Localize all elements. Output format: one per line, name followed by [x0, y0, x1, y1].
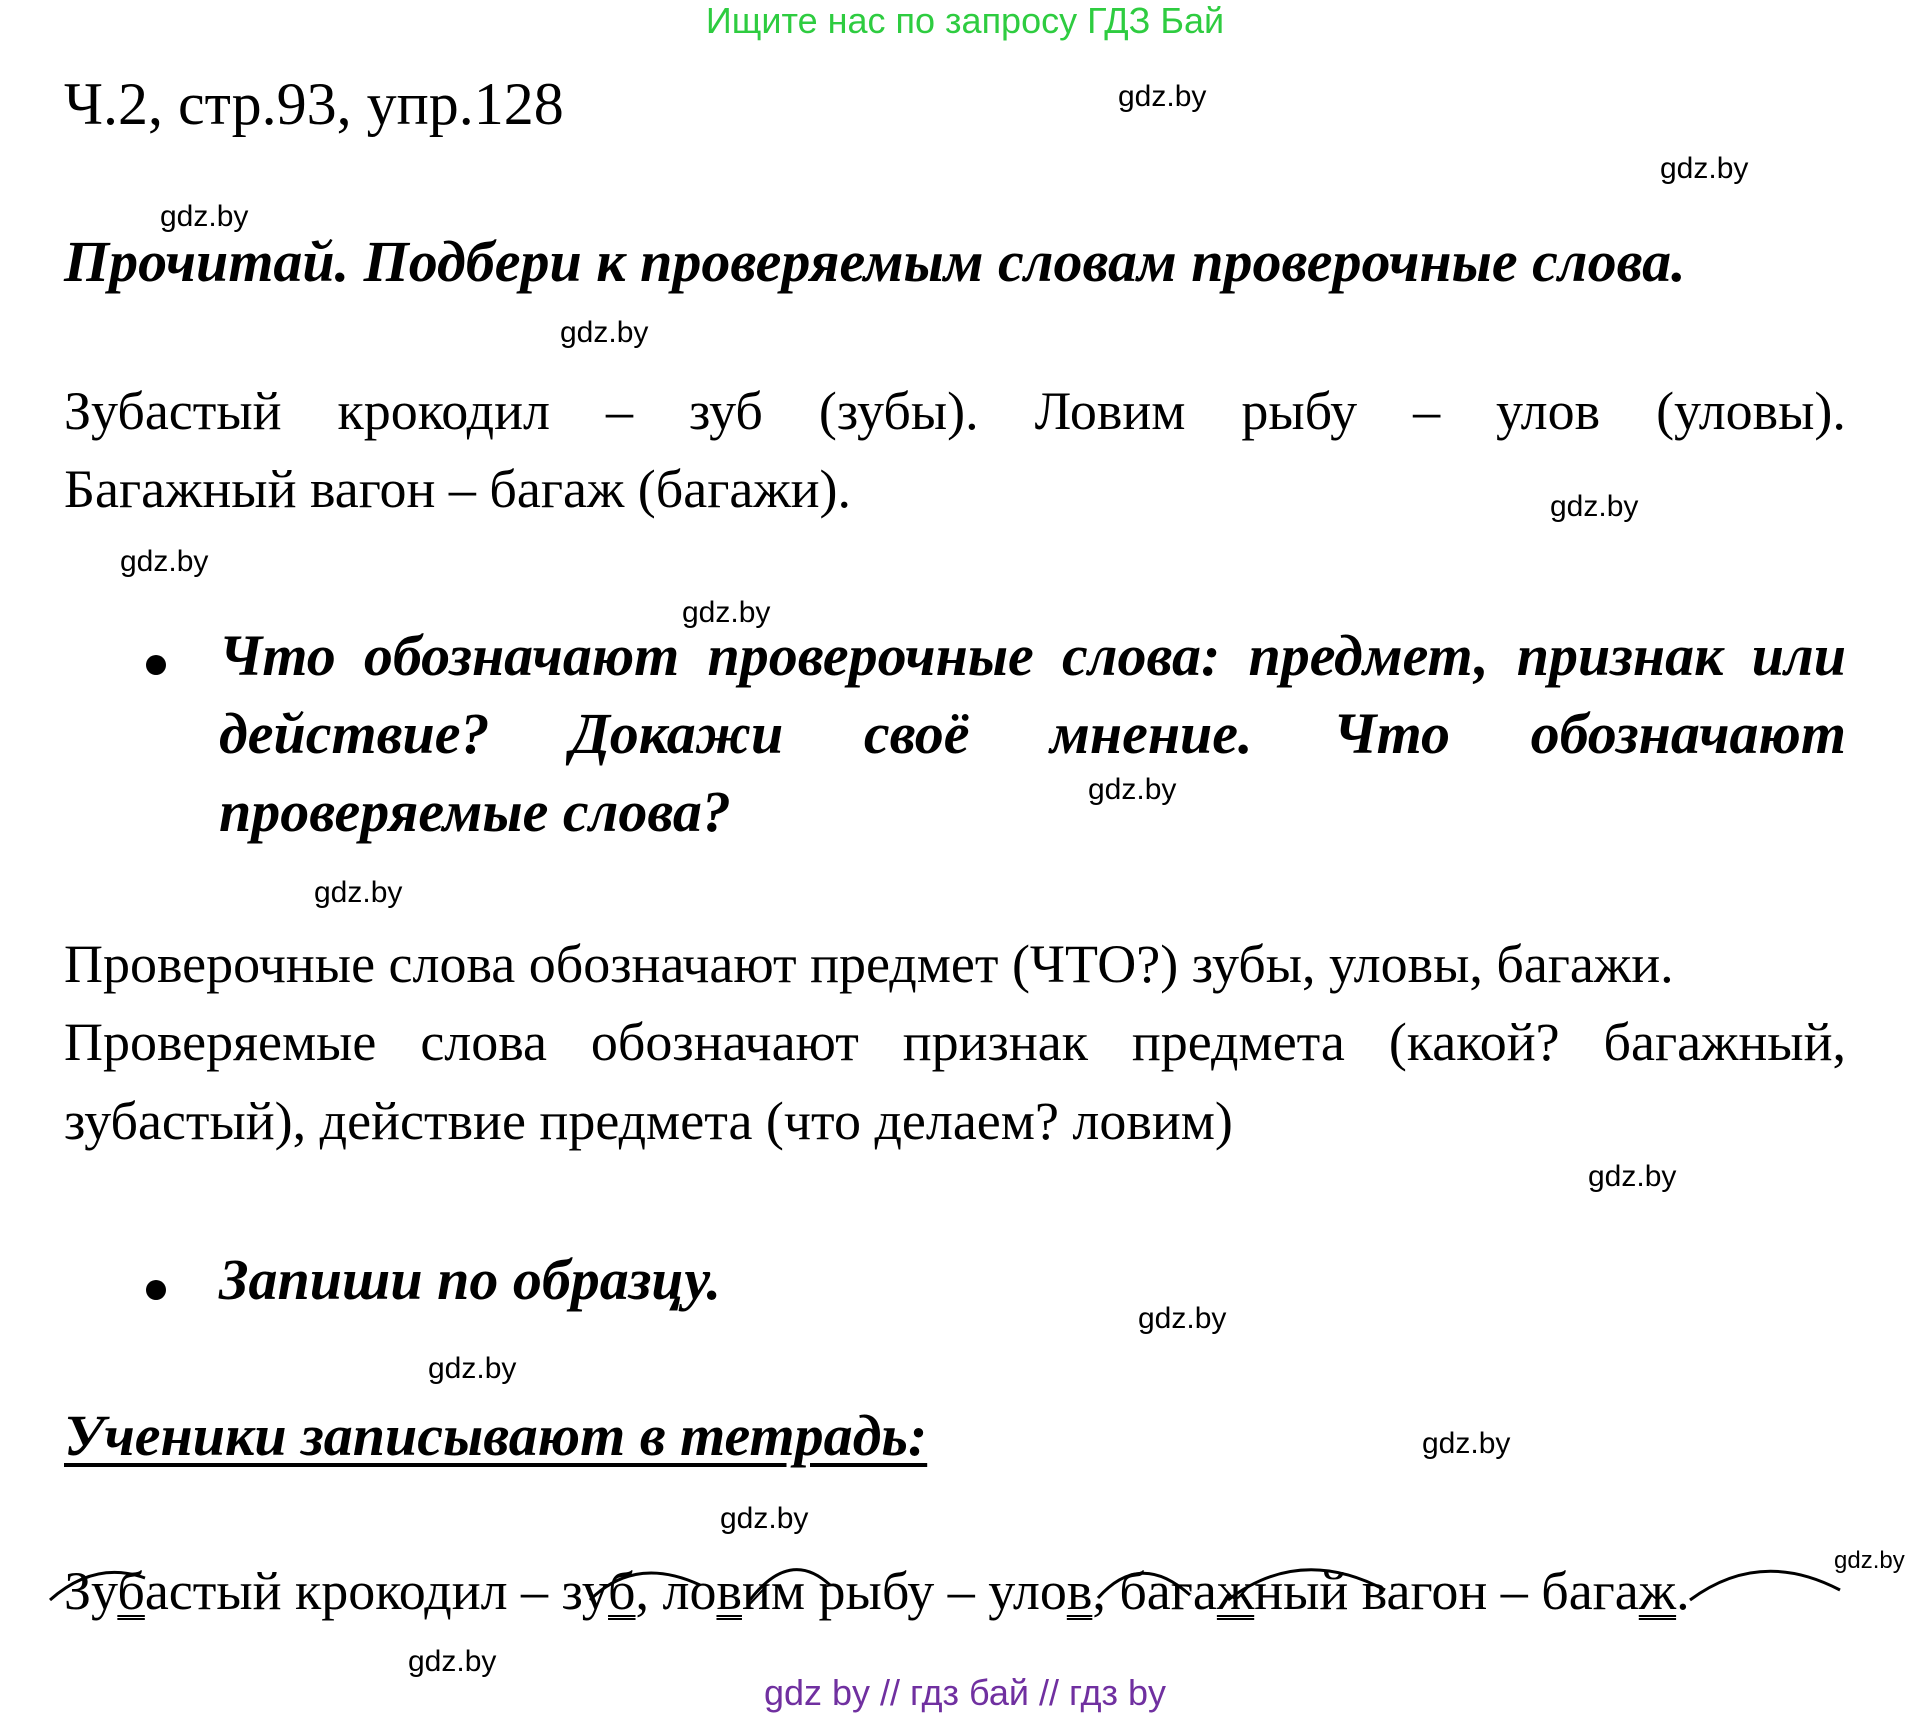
word: проверочные: [707, 623, 1034, 688]
word: Проверяемые: [64, 1012, 377, 1072]
question-line-2: [219, 700, 1846, 767]
sample-part: астый крокодил – зу: [144, 1561, 609, 1621]
word: обозначают: [1530, 701, 1846, 766]
word: предмета: [1131, 1012, 1345, 1072]
task-instruction: Прочитай. Подбери к проверяемым словам проверочные слова.: [64, 229, 1686, 294]
watermark: gdz.by: [1660, 152, 1749, 185]
word: (уловы).: [1656, 381, 1846, 441]
word: багажный,: [1603, 1012, 1846, 1072]
word: –: [605, 381, 633, 441]
watermark: gdz.by: [160, 200, 249, 233]
checked-letter: б: [608, 1561, 636, 1621]
checked-letter: ж: [1638, 1561, 1677, 1621]
notebook-heading: Ученики записывают в тетрадь:: [64, 1403, 928, 1468]
word: действие?: [219, 701, 490, 766]
word: признак: [902, 1012, 1088, 1072]
word: (зубы).: [818, 381, 979, 441]
watermark: gdz.by: [314, 876, 403, 909]
word: слова: [420, 1012, 547, 1072]
answer-line-3: зубастый), действие предмета (что делаем? ловим): [64, 1091, 1233, 1151]
checked-letter: ж: [1216, 1561, 1255, 1621]
word: Ловим: [1034, 381, 1186, 441]
watermark: gdz.by: [1088, 773, 1177, 806]
word: мнение.: [1050, 701, 1253, 766]
word: обозначают: [590, 1012, 859, 1072]
watermark: gdz.by: [1138, 1302, 1227, 1335]
watermark: gdz.by: [1422, 1427, 1511, 1460]
sample-part: им рыбу – уло: [741, 1561, 1067, 1621]
answer-line-1: Проверочные слова обозначают предмет (ЧТО?) зубы, уловы, багажи.: [64, 934, 1674, 994]
question-line-1: [219, 622, 1846, 689]
word: Что: [1333, 701, 1450, 766]
watermark: gdz.by: [1588, 1160, 1677, 1193]
watermark: gdz.by: [408, 1645, 497, 1678]
word: слова:: [1061, 623, 1221, 688]
word: зуб: [688, 381, 763, 441]
sample-answer: [64, 1560, 1690, 1622]
word: –: [1413, 381, 1441, 441]
sample-part: , ло: [635, 1561, 717, 1621]
text-line-1: [64, 380, 1846, 442]
top-banner: Ищите нас по запросу ГДЗ Бай: [705, 0, 1225, 41]
sample-part: Зу: [64, 1561, 118, 1621]
watermark: gdz.by: [120, 545, 209, 578]
watermark: gdz.by: [682, 596, 771, 629]
watermark: gdz.by: [1550, 490, 1639, 523]
word: предмет,: [1248, 623, 1489, 688]
watermark: gdz.by: [720, 1502, 809, 1535]
word: улов: [1496, 381, 1601, 441]
word: (какой?: [1388, 1012, 1560, 1072]
footer: gdz by // гдз бай // гдз by: [763, 1672, 1167, 1713]
bullet-1: [146, 655, 166, 675]
watermark: gdz.by: [1118, 80, 1207, 113]
word: Зубастый: [64, 381, 282, 441]
watermark: gdz.by: [428, 1352, 517, 1385]
sample-part: .: [1676, 1561, 1690, 1621]
checked-letter: б: [117, 1561, 145, 1621]
question-line-3: проверяемые слова?: [219, 779, 731, 844]
watermark: gdz.by: [1834, 1547, 1905, 1574]
write-by-sample: Запиши по образцу.: [219, 1247, 721, 1312]
word: или: [1751, 623, 1846, 688]
exercise-reference: Ч.2, стр.93, упр.128: [64, 71, 564, 137]
answer-line-2: [64, 1011, 1846, 1073]
word: Докажи: [570, 701, 784, 766]
word: своё: [863, 701, 970, 766]
sample-part: , бага: [1092, 1561, 1217, 1621]
word: признак: [1516, 623, 1724, 688]
checked-letter: в: [716, 1561, 742, 1621]
root-arc: [1690, 1571, 1840, 1600]
text-line-2: Багажный вагон – багаж (багажи).: [64, 459, 852, 519]
bullet-2: [146, 1280, 166, 1300]
word: рыбу: [1241, 381, 1358, 441]
word: Что: [219, 623, 336, 688]
word: обозначают: [363, 623, 680, 688]
checked-letter: в: [1066, 1561, 1093, 1621]
watermark: gdz.by: [560, 316, 649, 349]
sample-part: ный вагон – бага: [1254, 1561, 1639, 1621]
word: крокодил: [337, 381, 550, 441]
